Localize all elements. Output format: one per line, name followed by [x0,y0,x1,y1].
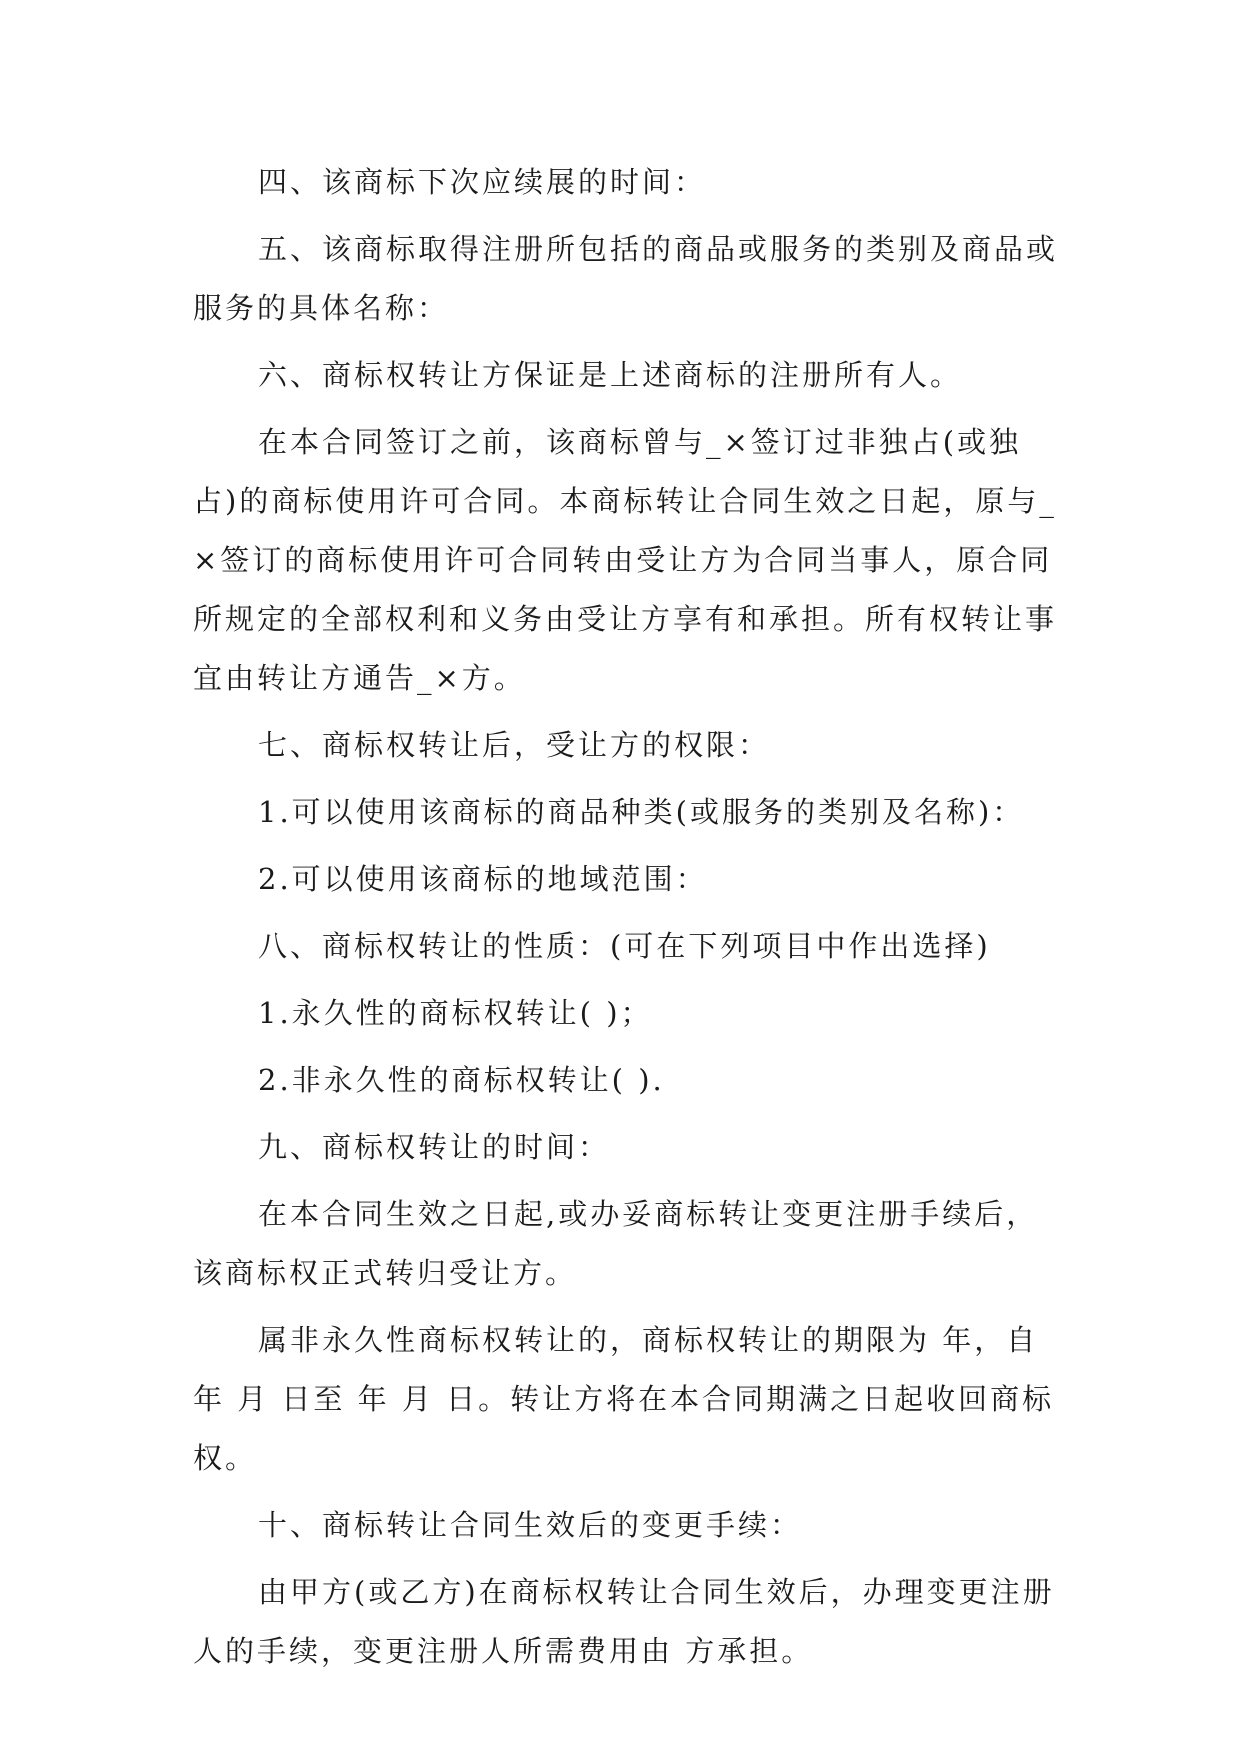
paragraph-change-cost: 由甲方(或乙方)在商标权转让合同生效后，办理变更注册人的手续，变更注册人所需费用由 方承担。 [193,1575,1055,1668]
paragraph-effective-date: 在本合同生效之日起,或办妥商标转让变更注册手续后，该商标权正式转归受让方。 [193,1197,1039,1290]
list-item-territory: 2.可以使用该商标的地域范围： [258,862,708,896]
paragraph-change-procedure: 十、商标转让合同生效后的变更手续： [258,1508,803,1542]
paragraph-goods-services: 五、该商标取得注册所包括的商品或服务的类别及商品或服务的具体名称： [193,232,1059,325]
paragraph-transfer-nature: 八、商标权转让的性质：(可在下列项目中作出选择) [258,929,991,963]
paragraph-renewal-time: 四、该商标下次应续展的时间： [258,165,707,199]
paragraph-transferee-rights: 七、商标权转让后，受让方的权限： [258,728,771,762]
document-body [193,153,1063,1689]
paragraph-prior-license: 在本合同签订之前，该商标曾与_×签订过非独占(或独占)的商标使用许可合同。本商标转让合同生效之日起，原与_×签订的商标使用许可合同转由受让方为合同当事人，原合同所规定的全部权利和义务由受让方享有和承担。所有权转让事宜由转让方通告_×方。 [193,425,1058,695]
list-item-non-permanent: 2.非永久性的商标权转让( ). [258,1063,665,1097]
paragraph-transfer-time: 九、商标权转让的时间： [258,1130,611,1164]
paragraph-owner-guarantee: 六、商标权转让方保证是上述商标的注册所有人。 [258,358,963,392]
paragraph-term: 属非永久性商标权转让的，商标权转让的期限为 年，自 年 月 日至 年 月 日。转让方将在本合同期满之日起收回商标权。 [193,1323,1055,1475]
list-item-goods-types: 1.可以使用该商标的商品种类(或服务的类别及名称)： [258,795,1025,829]
list-item-permanent: 1.永久性的商标权转让( )； [258,996,653,1030]
